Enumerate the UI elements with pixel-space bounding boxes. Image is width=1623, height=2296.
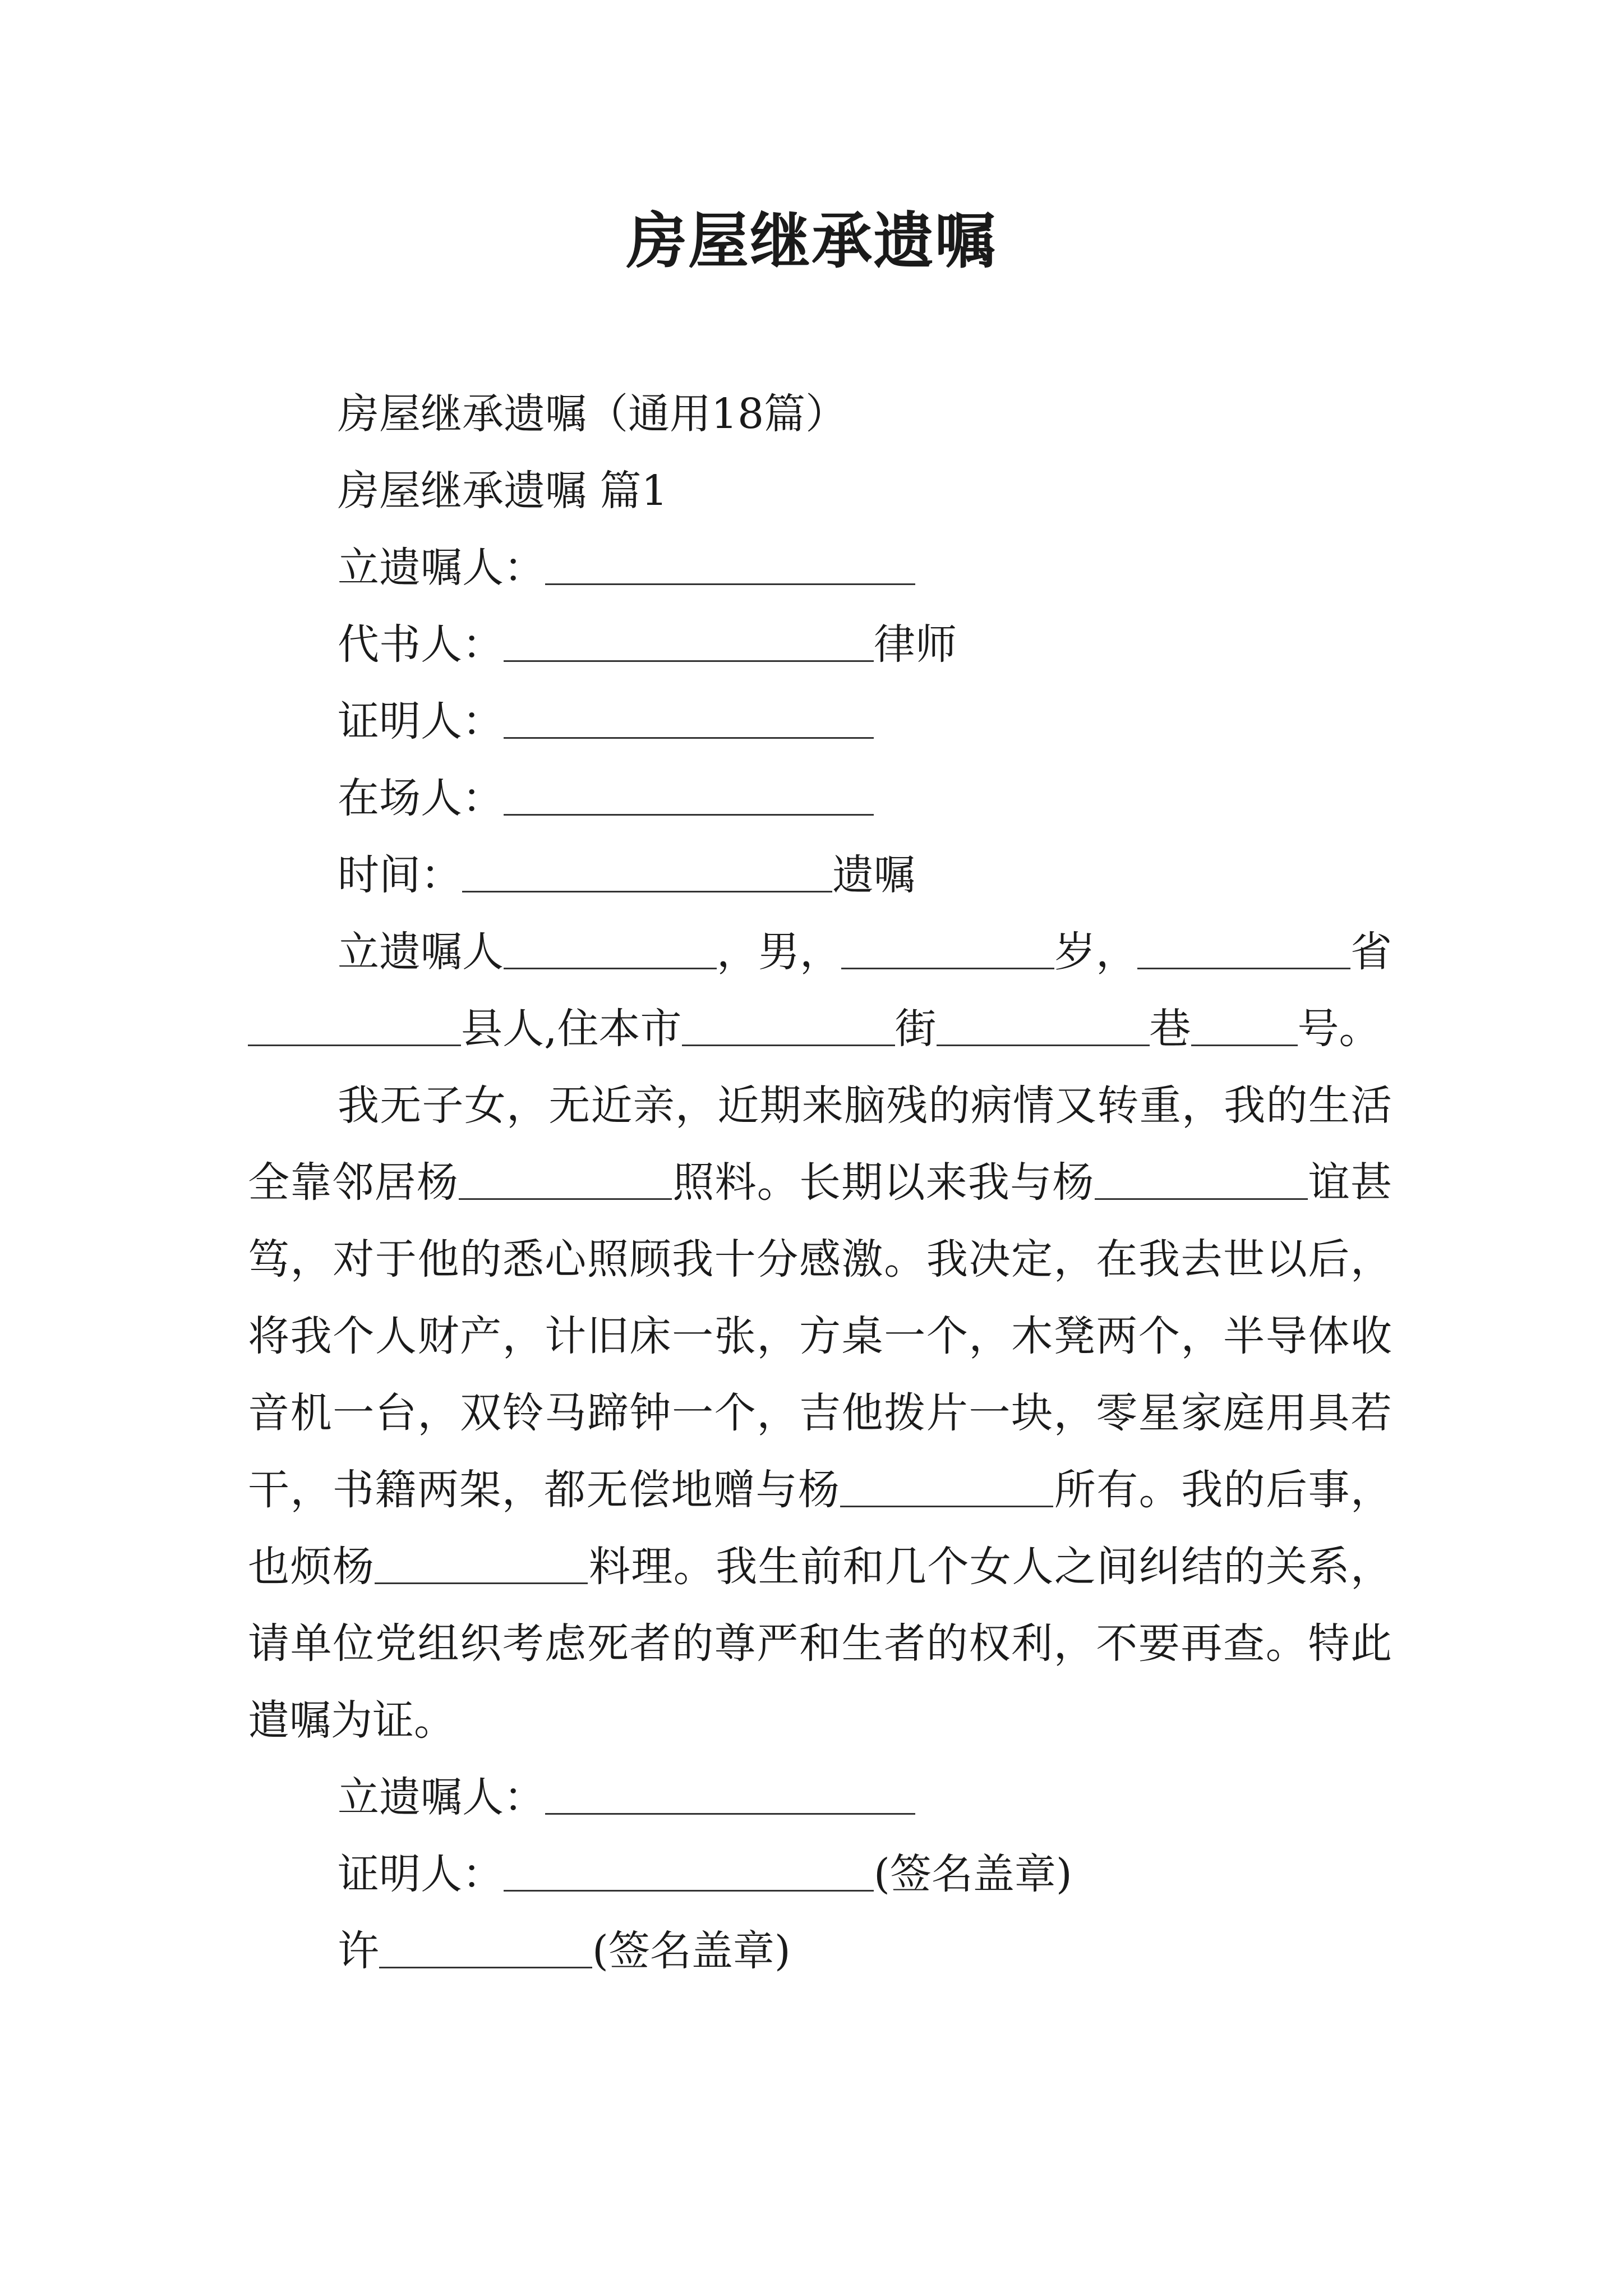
text-run: 谊甚笃，对于他的悉心照顾我十分感激。我决定，在我去世以后，将我个人财产，计旧床一张，方桌一个，木凳两个，半导体收音机一台，双铃马蹄钟一个，吉他拨片一块，零星家庭用具若干，书籍两架，都无偿地赠与杨 (248, 1158, 1393, 1514)
caretaker-blank-2 (1095, 1159, 1308, 1200)
time-suffix: 遗嘱 (832, 851, 915, 899)
name-blank (504, 928, 717, 969)
signature-witness-suffix: (签名盖章) (874, 1850, 1072, 1898)
province-blank (1137, 928, 1350, 969)
signature-xu-line (248, 1913, 1392, 1990)
signature-xu-blank (379, 1927, 592, 1968)
present-label: 在场人： (338, 774, 504, 822)
city-blank (682, 1005, 895, 1046)
text-run: 省 (1350, 928, 1392, 976)
scribe-suffix: 律师 (874, 620, 957, 669)
witness-line (248, 683, 1392, 760)
document-body (248, 376, 1392, 1990)
bequest-paragraph (248, 1068, 1392, 1759)
scribe-label: 代书人： (338, 620, 504, 669)
witness-blank (504, 698, 874, 739)
scribe-blank (504, 621, 874, 662)
subtitle-line (248, 376, 1392, 453)
text-run: ，男， (717, 928, 841, 976)
text-run: 号。 (1297, 1005, 1381, 1053)
caretaker-blank-3 (840, 1466, 1053, 1507)
text-run: 料理。我生前和几个女人之间纠结的关系，请单位党组织考虑死者的尊严和生者的权利，不要再查。特此遣嘱为证。 (248, 1543, 1393, 1745)
section-heading (248, 453, 1392, 530)
testator-info-paragraph (248, 914, 1392, 1068)
time-line (248, 837, 1392, 914)
county-blank (248, 1005, 461, 1046)
signature-witness-blank (504, 1851, 874, 1892)
signature-witness-label: 证明人： (338, 1850, 504, 1898)
time-blank (462, 852, 832, 892)
time-label: 时间： (338, 851, 462, 899)
caretaker-blank-1 (459, 1159, 672, 1200)
text-run: 街 (895, 1005, 937, 1053)
text-run: 巷 (1149, 1005, 1191, 1053)
scribe-line (248, 606, 1392, 683)
caretaker-blank-4 (375, 1543, 588, 1584)
signature-testator-label: 立遗嘱人： (338, 1773, 545, 1821)
signature-xu-suffix: (签名盖章) (592, 1927, 791, 1975)
document-title: 房屋继承遗嘱 (626, 206, 997, 277)
age-blank (841, 928, 1054, 969)
section-heading-text: 房屋继承遗嘱 篇1 (338, 467, 668, 515)
witness-label: 证明人： (338, 697, 504, 746)
present-line (248, 760, 1392, 837)
text-run: 立遗嘱人 (338, 928, 504, 976)
signature-xu-label: 许 (338, 1927, 379, 1975)
testator-label: 立遗嘱人： (338, 544, 545, 592)
text-run: 所有。我的后事，也烦杨 (248, 1466, 1393, 1591)
street-blank (937, 1005, 1150, 1046)
testator-line (248, 530, 1392, 606)
signature-testator-line (248, 1759, 1392, 1836)
subtitle-text: 房屋继承遗嘱（通用18篇） (338, 390, 847, 438)
signature-testator-blank (545, 1774, 915, 1815)
lane-blank (1191, 1005, 1298, 1046)
text-run: 我无子女，无近亲，近期来脑残的病情又转重，我的生活全靠邻居杨 (248, 1082, 1392, 1207)
text-run: 照料。长期以来我与杨 (672, 1158, 1095, 1207)
signature-witness-line (248, 1836, 1392, 1913)
present-blank (504, 775, 874, 816)
testator-blank (545, 544, 915, 585)
text-run: 县人,住本市 (461, 1005, 682, 1053)
text-run: 岁， (1054, 928, 1137, 976)
